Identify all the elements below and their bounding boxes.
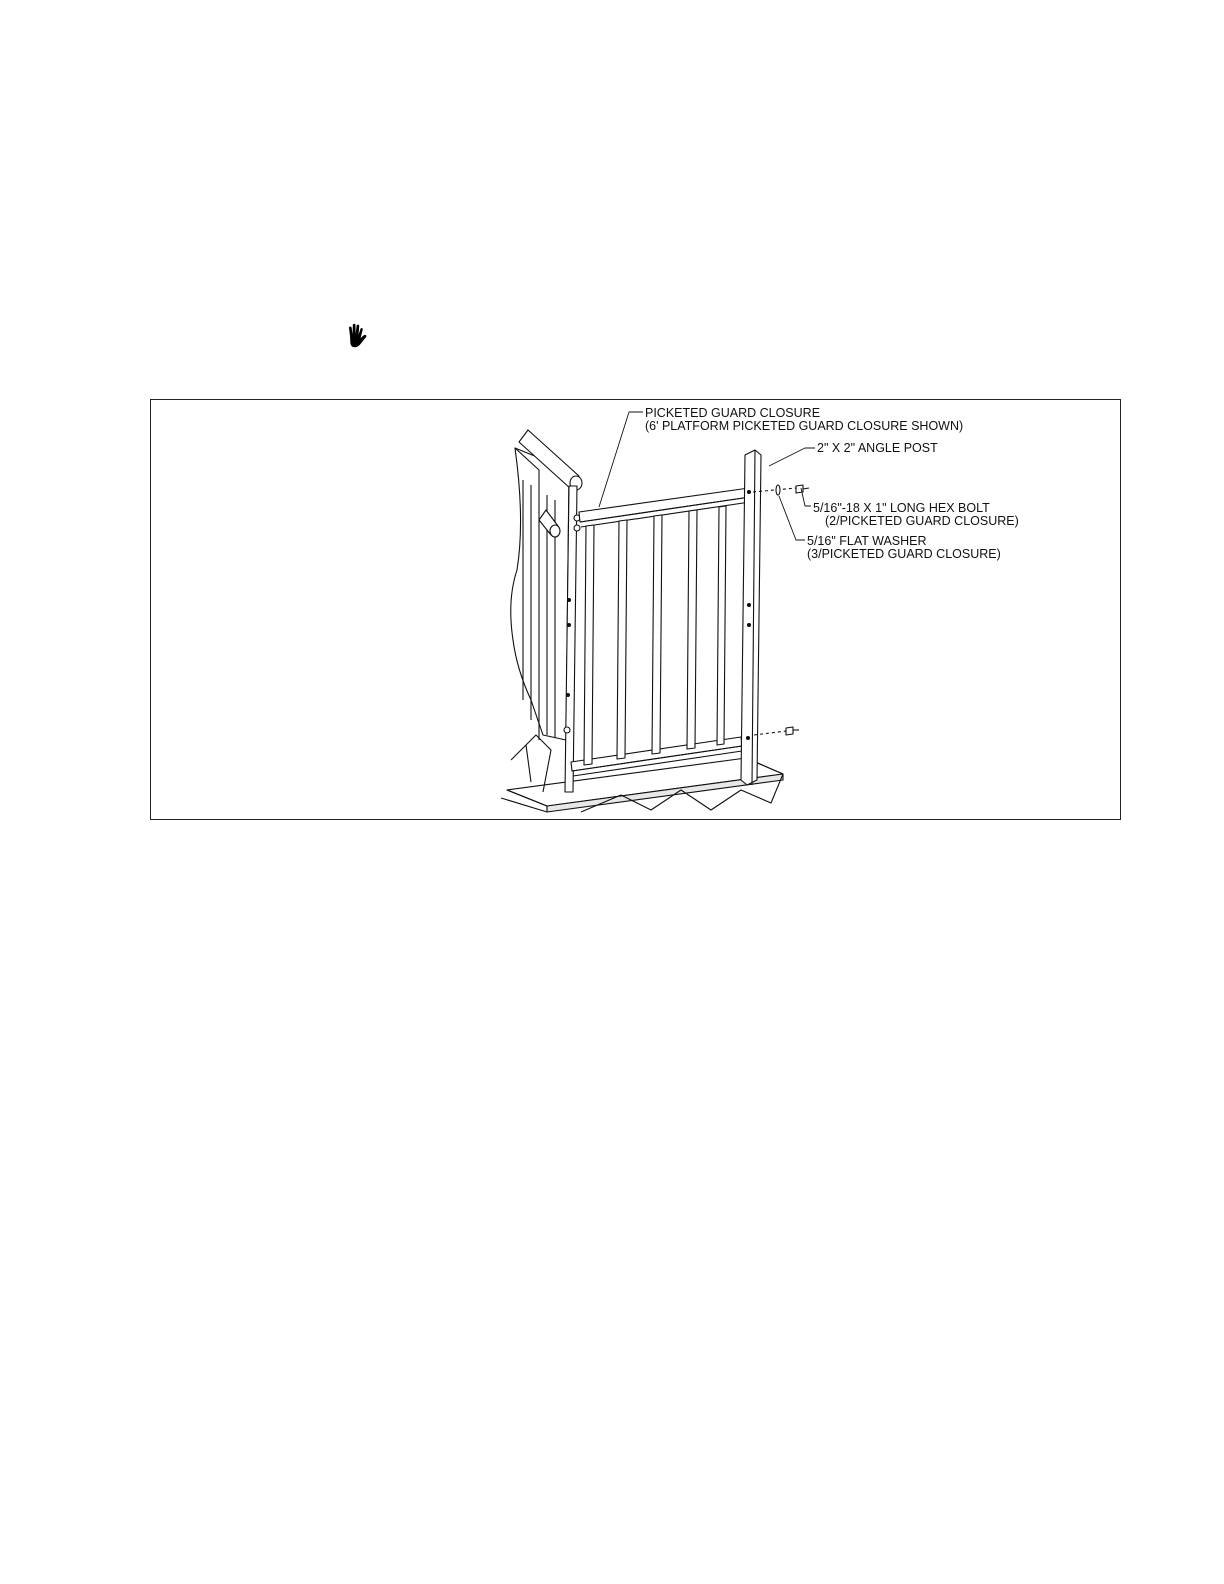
callout-washer-line2: (3/PICKETED GUARD CLOSURE): [807, 547, 1001, 561]
callout-washer-line1: 5/16" FLAT WASHER: [807, 534, 927, 548]
existing-guard-section: [511, 430, 582, 792]
callout-bolt-line1: 5/16"-18 X 1" LONG HEX BOLT: [813, 501, 990, 515]
callout-post: 2" X 2" ANGLE POST: [817, 441, 938, 455]
picketed-guard-closure-diagram: [151, 400, 1121, 820]
callout-bolt-line2: (2/PICKETED GUARD CLOSURE): [825, 514, 1019, 528]
picketed-guard-closure-panel: [571, 488, 750, 776]
figure-frame: [150, 399, 1121, 820]
callout-closure-line2: (6' PLATFORM PICKETED GUARD CLOSURE SHOWN): [645, 419, 964, 433]
hardware: [753, 485, 809, 735]
angle-post: [741, 450, 761, 785]
hand-stop-icon: [343, 322, 371, 350]
callout-closure-line1: PICKETED GUARD CLOSURE: [645, 406, 821, 420]
